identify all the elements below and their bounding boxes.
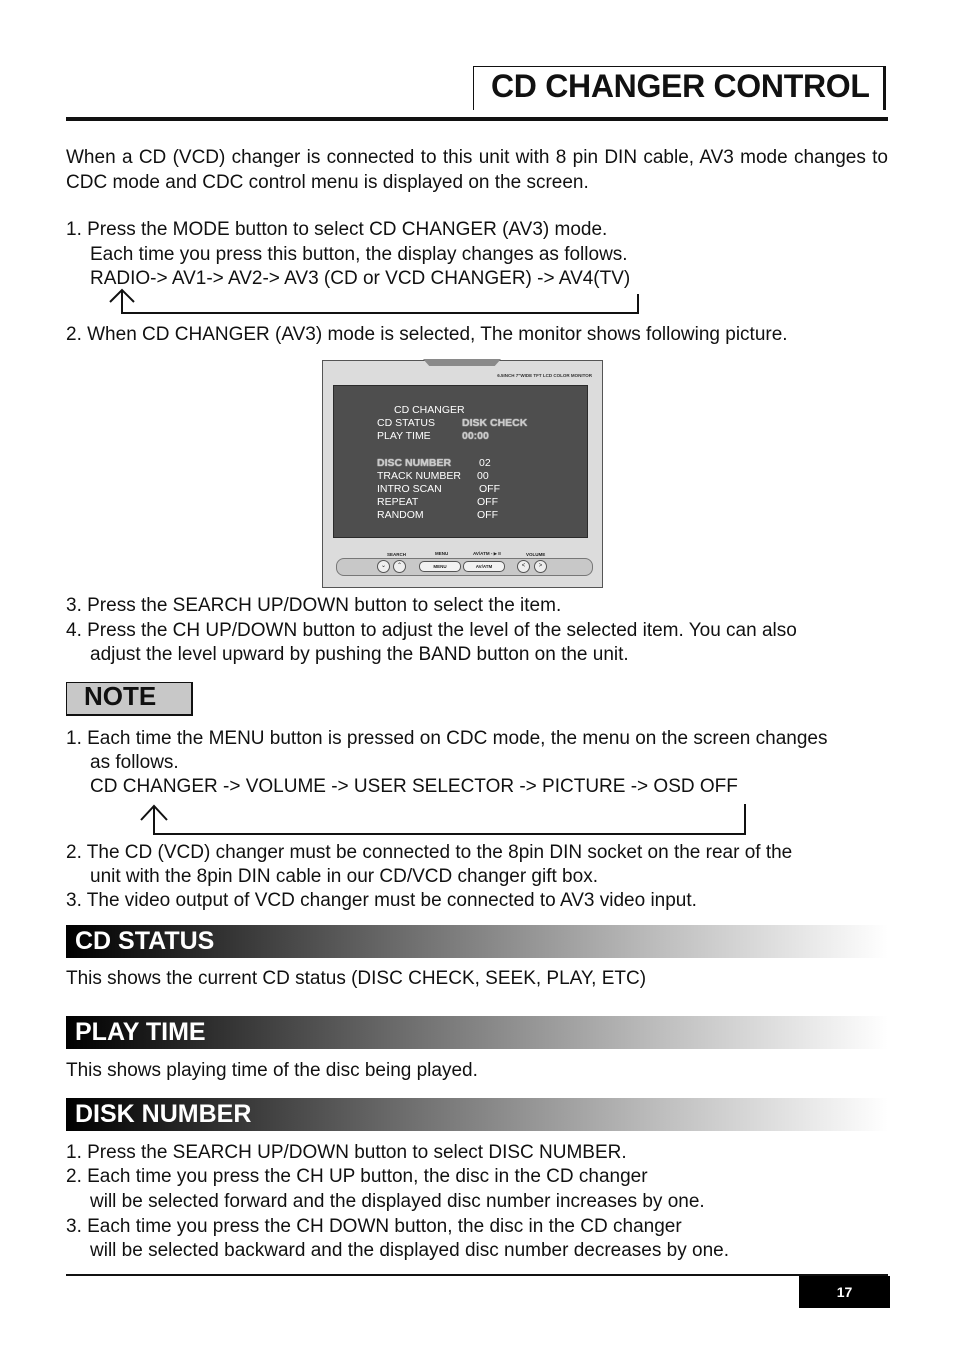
osd-cd-status-value: DISK CHECK [462, 417, 528, 429]
osd-intro-scan-value: OFF [479, 483, 500, 495]
note-2-line-1: 2. The CD (VCD) changer must be connected to the 8pin DIN socket on the rear of the [66, 842, 793, 863]
note-label: NOTE [84, 681, 157, 711]
disk-number-step-3-line-1: 3. Each time you press the CH DOWN button, the disc in the CD changer [66, 1216, 682, 1237]
monitor-control-panel [333, 551, 593, 577]
page-title: CD CHANGER CONTROL [491, 68, 870, 104]
volume-up-button[interactable]: > [534, 560, 547, 573]
step-1-line-1: 1. Press the MODE button to select CD CHANGER (AV3) mode. [66, 219, 608, 240]
header-rule [66, 117, 888, 121]
menu-label: MENU [435, 551, 449, 556]
osd-random-value: OFF [477, 509, 498, 521]
volume-down-button[interactable]: < [517, 560, 530, 573]
disk-number-step-1: 1. Press the SEARCH UP/DOWN button to select DISC NUMBER. [66, 1142, 627, 1163]
av-tv-button[interactable]: AV/ATM [463, 561, 505, 572]
menu-button[interactable]: MENU [419, 561, 461, 572]
osd-repeat-value: OFF [477, 496, 498, 508]
disk-number-step-3-line-2: will be selected backward and the displayed disc number decreases by one. [90, 1240, 729, 1261]
mode-cycle-arrow [100, 286, 645, 318]
note-2-line-2: unit with the 8pin DIN cable in our CD/VCD changer gift box. [90, 866, 598, 887]
play-time-text: This shows playing time of the disc being played. [66, 1060, 478, 1081]
osd-random-label: RANDOM [377, 509, 424, 521]
avtv-label: AV/ATM - ▶ II [473, 551, 501, 556]
note-1-line-2: as follows. [90, 752, 179, 773]
monitor-screen [333, 385, 588, 538]
search-label: SEARCH [387, 552, 407, 557]
monitor-illustration [322, 360, 603, 588]
search-down-button[interactable]: ⌄ [377, 560, 390, 573]
step-4-line-1: 4. Press the CH UP/DOWN button to adjust the level of the selected item. You can also [66, 620, 797, 641]
step-4-line-2: adjust the level upward by pushing the BAND button on the unit. [90, 644, 629, 665]
search-up-button[interactable]: ⌃ [393, 560, 406, 573]
note-1-line-1: 1. Each time the MENU button is pressed on CDC mode, the menu on the screen changes [66, 728, 828, 749]
osd-play-time-label: PLAY TIME [377, 430, 431, 442]
monitor-top-tab [423, 359, 501, 366]
osd-disc-number-label: DISC NUMBER [377, 457, 452, 469]
disk-number-header-bar [66, 1098, 888, 1131]
osd-intro-scan-label: INTRO SCAN [377, 483, 442, 495]
osd-track-number-label: TRACK NUMBER [377, 470, 462, 482]
page-number: 17 [799, 1276, 890, 1308]
osd-cd-status-label: CD STATUS [377, 417, 435, 429]
cd-status-title: CD STATUS [75, 927, 215, 955]
osd-repeat-label: REPEAT [377, 496, 419, 508]
osd-disc-number-value: 02 [479, 457, 491, 469]
cd-status-header-bar [66, 925, 888, 958]
menu-cycle-arrow [130, 800, 750, 838]
step-2: 2. When CD CHANGER (AV3) mode is selected, The monitor shows following picture. [66, 324, 788, 345]
cd-status-text: This shows the current CD status (DISC CHECK, SEEK, PLAY, ETC) [66, 968, 647, 989]
step-1-line-2: Each time you press this button, the display changes as follows. [90, 244, 628, 265]
disk-number-step-2-line-1: 2. Each time you press the CH UP button, the disc in the CD changer [66, 1166, 648, 1187]
disk-number-step-2-line-2: will be selected forward and the displayed disc number increases by one. [90, 1191, 705, 1212]
osd-title: CD CHANGER [394, 404, 465, 416]
intro-paragraph: When a CD (VCD) changer is connected to this unit with 8 pin DIN cable, AV3 mode changes to CDC mode and CDC control menu is displayed on the screen. [66, 147, 888, 193]
osd-track-number-value: 00 [477, 470, 489, 482]
volume-label: VOLUME [526, 552, 546, 557]
osd-play-time-value: 00:00 [462, 430, 489, 442]
play-time-title: PLAY TIME [75, 1018, 206, 1046]
step-3: 3. Press the SEARCH UP/DOWN button to select the item. [66, 595, 562, 616]
note-3: 3. The video output of VCD changer must be connected to AV3 video input. [66, 890, 697, 911]
step-1-line-3: RADIO-> AV1-> AV2-> AV3 (CD or VCD CHANGER) -> AV4(TV) [90, 268, 631, 289]
monitor-brand-label: 6.5INCH 7"WIDE TFT LCD COLOR MONITOR [497, 373, 592, 378]
play-time-header-bar [66, 1016, 888, 1049]
note-1-line-3: CD CHANGER -> VOLUME -> USER SELECTOR -> PICTURE -> OSD OFF [90, 776, 738, 797]
footer-rule [66, 1274, 888, 1276]
disk-number-title: DISK NUMBER [75, 1100, 252, 1128]
